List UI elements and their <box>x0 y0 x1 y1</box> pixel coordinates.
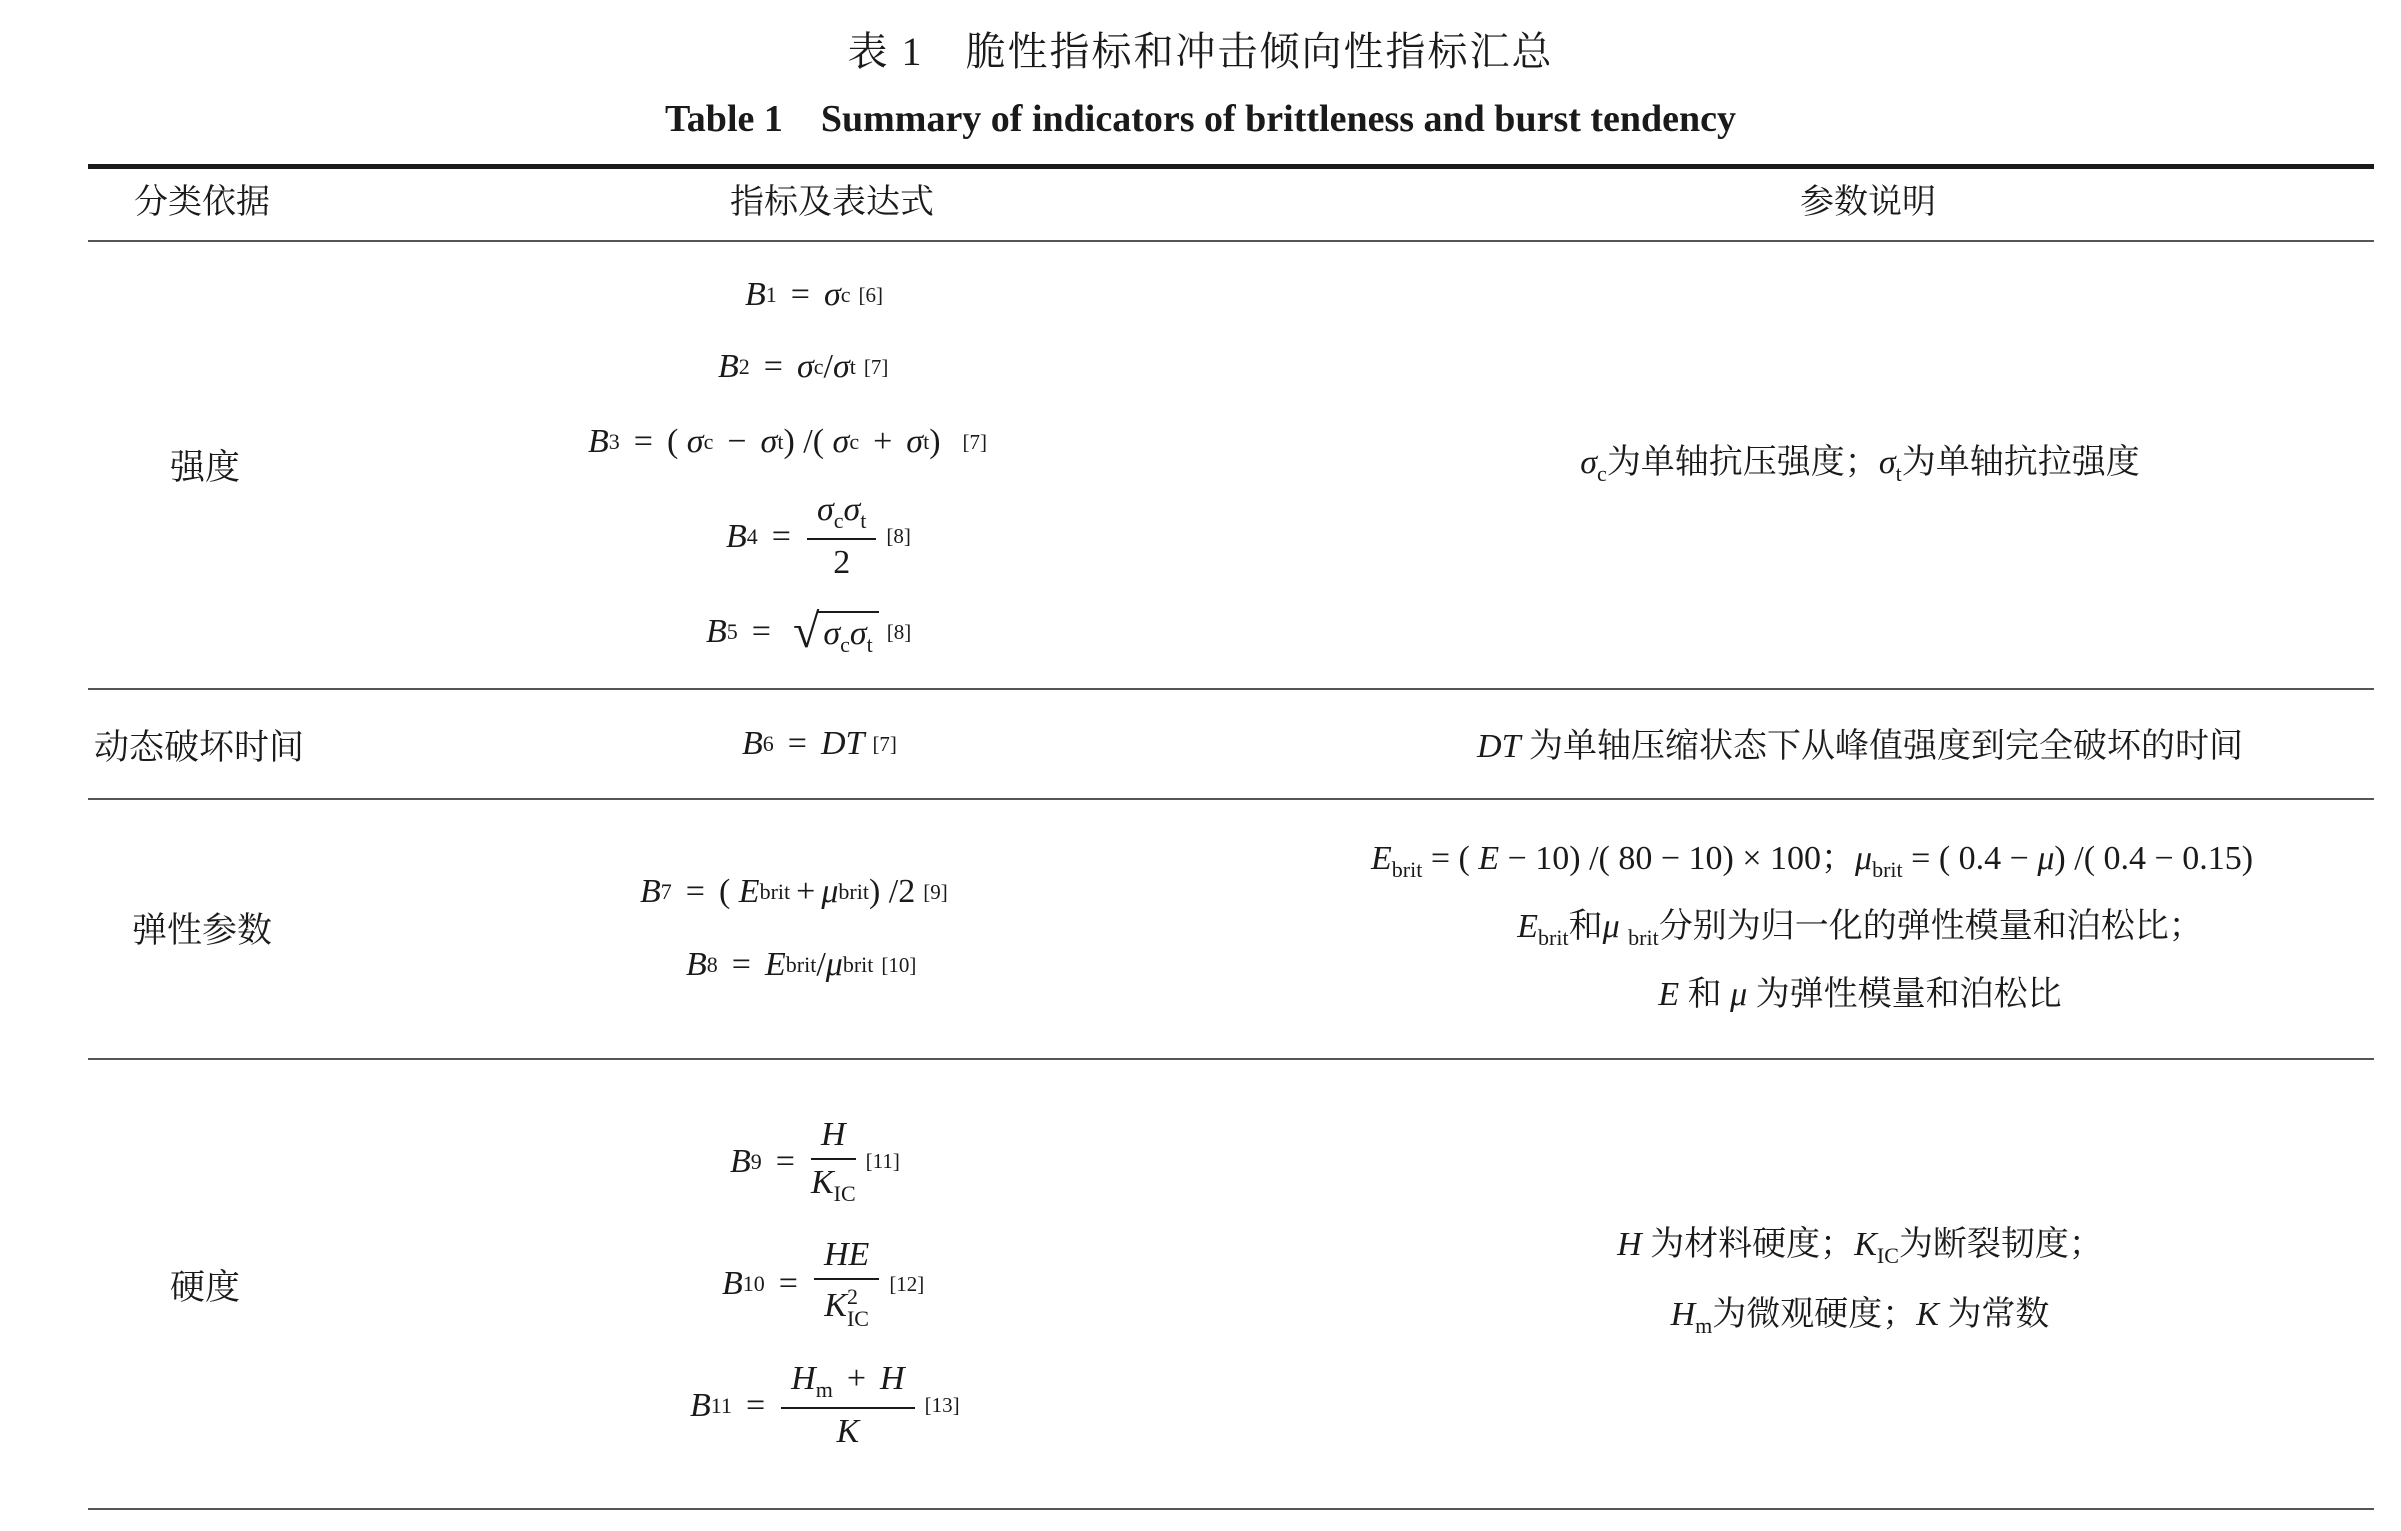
formula-b7: B 7 = ( E brit + μ brit ) /2 [9] <box>640 873 948 910</box>
formula-b3: B 3 = ( σ c − σ t ) / ( σ c + σ t ) [7] <box>588 423 988 460</box>
formula-b4: B 4 = $\frac{\sigma_c\sigma_t}{2}$ [8] <box>726 491 911 581</box>
row-rule <box>88 688 2374 690</box>
description-strength: $\sigma_c$为单轴抗压强度；$\sigma_t$为单轴抗拉强度 <box>1580 444 2140 486</box>
citation-ref: [6] <box>858 282 884 307</box>
description-hardness-line2: $H_m$为微观硬度；K 为常数 <box>1670 1296 2050 1338</box>
description-hardness-line1: H 为材料硬度；$K_{IC}$为断裂韧度； <box>1617 1226 2103 1268</box>
citation-ref: [8] <box>886 524 911 548</box>
description-elastic-line2: $E_{brit}$和μ $_{brit}$分别为归一化的弹性模量和泊松比； <box>1517 908 2203 950</box>
citation-ref: [9] <box>923 879 948 904</box>
formula-b10: B 10 = HE K 2 IC [12] <box>722 1236 925 1331</box>
citation-ref: [7] <box>962 429 988 454</box>
citation-ref: [8] <box>886 619 912 644</box>
formula-b6: B 6 = DT [7] <box>742 725 897 762</box>
citation-ref: [12] <box>889 1271 925 1296</box>
row-rule <box>88 1058 2374 1060</box>
formula-b11: B 11 = $\frac{H_m + H}{K}$ [13] <box>690 1360 960 1450</box>
citation-ref: [13] <box>924 1393 960 1417</box>
formula-b8: B 8 = E brit / μ brit [10] <box>686 946 917 983</box>
citation-ref: [11] <box>865 1149 900 1173</box>
category-elastic-parameters: 弹性参数 <box>132 911 273 950</box>
citation-ref: [10] <box>881 952 917 977</box>
category-dynamic-failure-time: 动态破坏时间 <box>94 728 305 767</box>
table-title-cn: 表 1 脆性指标和冲击倾向性指标汇总 <box>847 29 1554 74</box>
header-category: 分类依据 <box>134 184 270 221</box>
formula-b5: B 5 = √ $\sigma_c\sigma_t$ [8] <box>706 605 912 658</box>
square-root: √ $\sigma_c\sigma_t$ <box>793 608 879 656</box>
citation-ref: [7] <box>872 731 897 756</box>
description-dynamic-failure-time: DT 为单轴压缩状态下从峰值强度到完全破坏的时间 <box>1477 728 2243 765</box>
header-formula: 指标及表达式 <box>730 184 934 221</box>
bottom-rule <box>88 1508 2374 1510</box>
citation-ref: [7] <box>863 354 889 379</box>
formula-b2: B 2 = σ c / σ t [7] <box>718 348 889 385</box>
row-rule <box>88 798 2374 800</box>
formula-b9: B 9 = $\frac{H}{K_{IC}}$ [11] <box>730 1116 900 1206</box>
fraction: $\frac{H}{K_{IC}}$ <box>810 1116 856 1206</box>
table-title-en: Table 1 Summary of indicators of brittleness and burst tendency <box>664 98 1737 140</box>
fraction: $\frac{\sigma_c\sigma_t}{2}$ <box>807 493 876 580</box>
formula-b1: B 1 = σ c [6] <box>745 276 884 313</box>
header-rule <box>88 240 2374 242</box>
description-elastic-line1: $E_{brit}$ = ( E − 10) /( 80 − 10) × 100；$\mu_{brit}$ = ( 0.4 − μ) /( 0.4 − 0.15) <box>1370 840 2254 882</box>
header-description: 参数说明 <box>1800 184 1936 221</box>
description-elastic-line3: E 和 μ 为弹性模量和泊松比 <box>1658 976 2062 1013</box>
top-rule <box>88 164 2374 169</box>
category-hardness: 硬度 <box>170 1268 241 1307</box>
fraction: HE K 2 IC <box>814 1238 879 1330</box>
category-strength: 强度 <box>170 448 241 487</box>
fraction: $\frac{H_m + H}{K}$ <box>781 1362 914 1449</box>
